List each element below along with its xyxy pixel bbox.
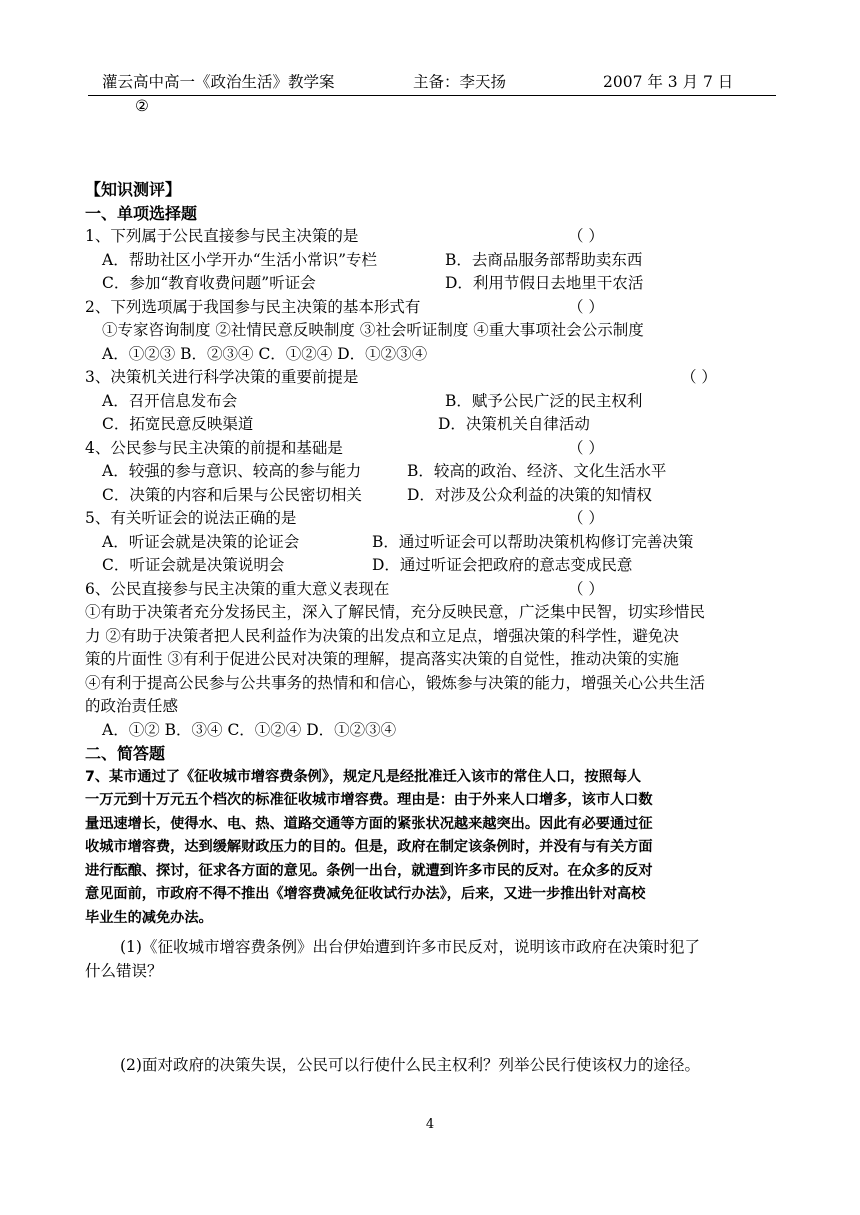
question-7-text-line: 量迅速增长，使得水、电、热、道路交通等方面的紧张状况越来越突出。因此有必要通过征 bbox=[85, 815, 653, 832]
option-b: B．去商品服务部帮助卖东西 bbox=[445, 250, 643, 269]
question-3-options-row-2 bbox=[85, 413, 785, 437]
option-d: D．通过听证会把政府的意志变成民意 bbox=[372, 556, 633, 574]
question-7-text-line: 收城市增容费，达到缓解财政压力的目的。但是，政府在制定该条例时，并没有与有关方面 bbox=[85, 839, 653, 855]
question-1-options-row-1 bbox=[85, 249, 785, 273]
top-marker: ② bbox=[135, 97, 149, 115]
question-7-text-line: 意见面前，市政府不得不推出《增容费减免征收试行办法》，后来，又进一步推出针对高校 bbox=[85, 886, 646, 902]
option-b: B．通过听证会可以帮助决策机构修订完善决策 bbox=[372, 532, 694, 551]
question-1-stem bbox=[85, 225, 785, 249]
option-c: C．拓宽民意反映渠道 bbox=[102, 415, 254, 433]
header-author: 主备：李天扬 bbox=[413, 73, 507, 91]
question-4-options-row-1 bbox=[85, 460, 785, 484]
header-date: 2007 年 3 月 7 日 bbox=[603, 73, 734, 91]
part2-heading: 二、简答题 bbox=[85, 744, 166, 763]
header-title: 灌云高中高一《政治生活》教学案 bbox=[102, 73, 335, 91]
question-4-options-row-2 bbox=[85, 484, 785, 508]
section-title: 【知识测评】 bbox=[85, 180, 182, 199]
question-6-choices: A．①② B．③④ C．①②④ D．①②③④ bbox=[102, 720, 397, 739]
question-6-body-line: ④有利于提高公民参与公共事务的热情和和信心，锻炼参与决策的能力，增强关心公共生活 bbox=[85, 673, 706, 692]
option-a: A．较强的参与意识、较高的参与能力 bbox=[102, 462, 362, 480]
answer-blank: （ ） bbox=[568, 297, 604, 316]
question-6-body-line: 的政治责任感 bbox=[85, 697, 179, 715]
question-7-text-line: 进行酝酿、探讨，征求各方面的意见。条例一出台，就遭到许多市民的反对。在众多的反对 bbox=[85, 862, 653, 879]
answer-blank: （ ） bbox=[681, 368, 717, 386]
answer-blank: （ ） bbox=[568, 509, 604, 527]
question-5-options-row-1 bbox=[85, 531, 785, 555]
option-b: B．赋予公民广泛的民主权利 bbox=[445, 391, 643, 410]
question-7-text-line: 7、某市通过了《征收城市增容费条例》，规定凡是经批准迁入该市的常住人口，按照每人 bbox=[85, 768, 642, 785]
question-6-body-line: ①有助于决策者充分发扬民主，深入了解民情，充分反映民意，广泛集中民智，切实珍惜民 bbox=[85, 603, 706, 621]
option-c: C．决策的内容和后果与公民密切相关 bbox=[102, 485, 362, 504]
question-7-text-line: 毕业生的减免办法。 bbox=[85, 909, 213, 926]
part1-heading: 一、单项选择题 bbox=[85, 203, 198, 223]
subquestion-2: (2)面对政府的决策失误，公民可以行使什么民主权利？列举公民行使该权力的途径。 bbox=[120, 1056, 700, 1074]
option-b: B．较高的政治、经济、文化生活水平 bbox=[407, 462, 667, 480]
question-6-body-line: 策的片面性 ③有利于促进公民对决策的理解，提高落实决策的自觉性，推动决策的实施 bbox=[85, 650, 679, 668]
question-7-text-line: 一万元到十万元五个档次的标准征收城市增容费。理由是：由于外来人口增多，该市人口数 bbox=[85, 792, 653, 808]
question-5-options-row-2 bbox=[85, 554, 785, 578]
question-stem-text: 2、下列选项属于我国参与民主决策的基本形式有 bbox=[85, 297, 421, 316]
question-stem-text: 6、公民直接参与民主决策的重大意义表现在 bbox=[85, 579, 390, 598]
option-d: D．利用节假日去地里干农活 bbox=[445, 274, 644, 292]
answer-space bbox=[85, 983, 785, 1054]
content-body bbox=[85, 178, 785, 1078]
question-1-options-row-2 bbox=[85, 272, 785, 296]
option-a: A．召开信息发布会 bbox=[102, 391, 238, 410]
option-d: D．决策机关自律活动 bbox=[438, 415, 590, 433]
question-2-choices: A．①②③ B．②③④ C．①②④ D．①②③④ bbox=[102, 344, 428, 363]
subquestion-1-line-1: (1)《征收城市增容费条例》出台伊始遭到许多市民反对，说明该市政府在决策时犯了 bbox=[120, 938, 700, 956]
question-stem-text: 1、下列属于公民直接参与民主决策的是 bbox=[85, 227, 359, 245]
option-a: A．帮助社区小学开办“生活小常识”专栏 bbox=[102, 250, 378, 269]
question-3-options-row-1 bbox=[85, 390, 785, 414]
question-5-stem bbox=[85, 507, 785, 531]
question-stem-text: 5、有关听证会的说法正确的是 bbox=[85, 509, 297, 527]
option-c: C．参加“教育收费问题”听证会 bbox=[102, 274, 316, 292]
answer-blank: （ ） bbox=[568, 227, 604, 245]
answer-blank: （ ） bbox=[568, 579, 604, 598]
subquestion-1-line-2: 什么错误？ bbox=[85, 961, 163, 980]
question-2-stem bbox=[85, 296, 785, 320]
question-4-stem bbox=[85, 437, 785, 461]
question-stem-text: 4、公民参与民主决策的前提和基础是 bbox=[85, 438, 343, 457]
question-3-stem bbox=[85, 366, 785, 390]
question-2-items: ①专家咨询制度 ②社情民意反映制度 ③社会听证制度 ④重大事项社会公示制度 bbox=[102, 321, 644, 339]
option-d: D．对涉及公众利益的决策的知情权 bbox=[407, 485, 652, 504]
question-6-body-line: 力 ②有助于决策者把人民利益作为决策的出发点和立足点，增强决策的科学性，避免决 bbox=[85, 626, 679, 645]
page-header bbox=[88, 70, 776, 96]
question-stem-text: 3、决策机关进行科学决策的重要前提是 bbox=[85, 368, 359, 386]
page-number: 4 bbox=[425, 1117, 435, 1132]
question-6-stem bbox=[85, 578, 785, 602]
answer-blank: （ ） bbox=[568, 438, 604, 457]
option-c: C．听证会就是决策说明会 bbox=[102, 556, 285, 574]
option-a: A．听证会就是决策的论证会 bbox=[102, 532, 300, 551]
